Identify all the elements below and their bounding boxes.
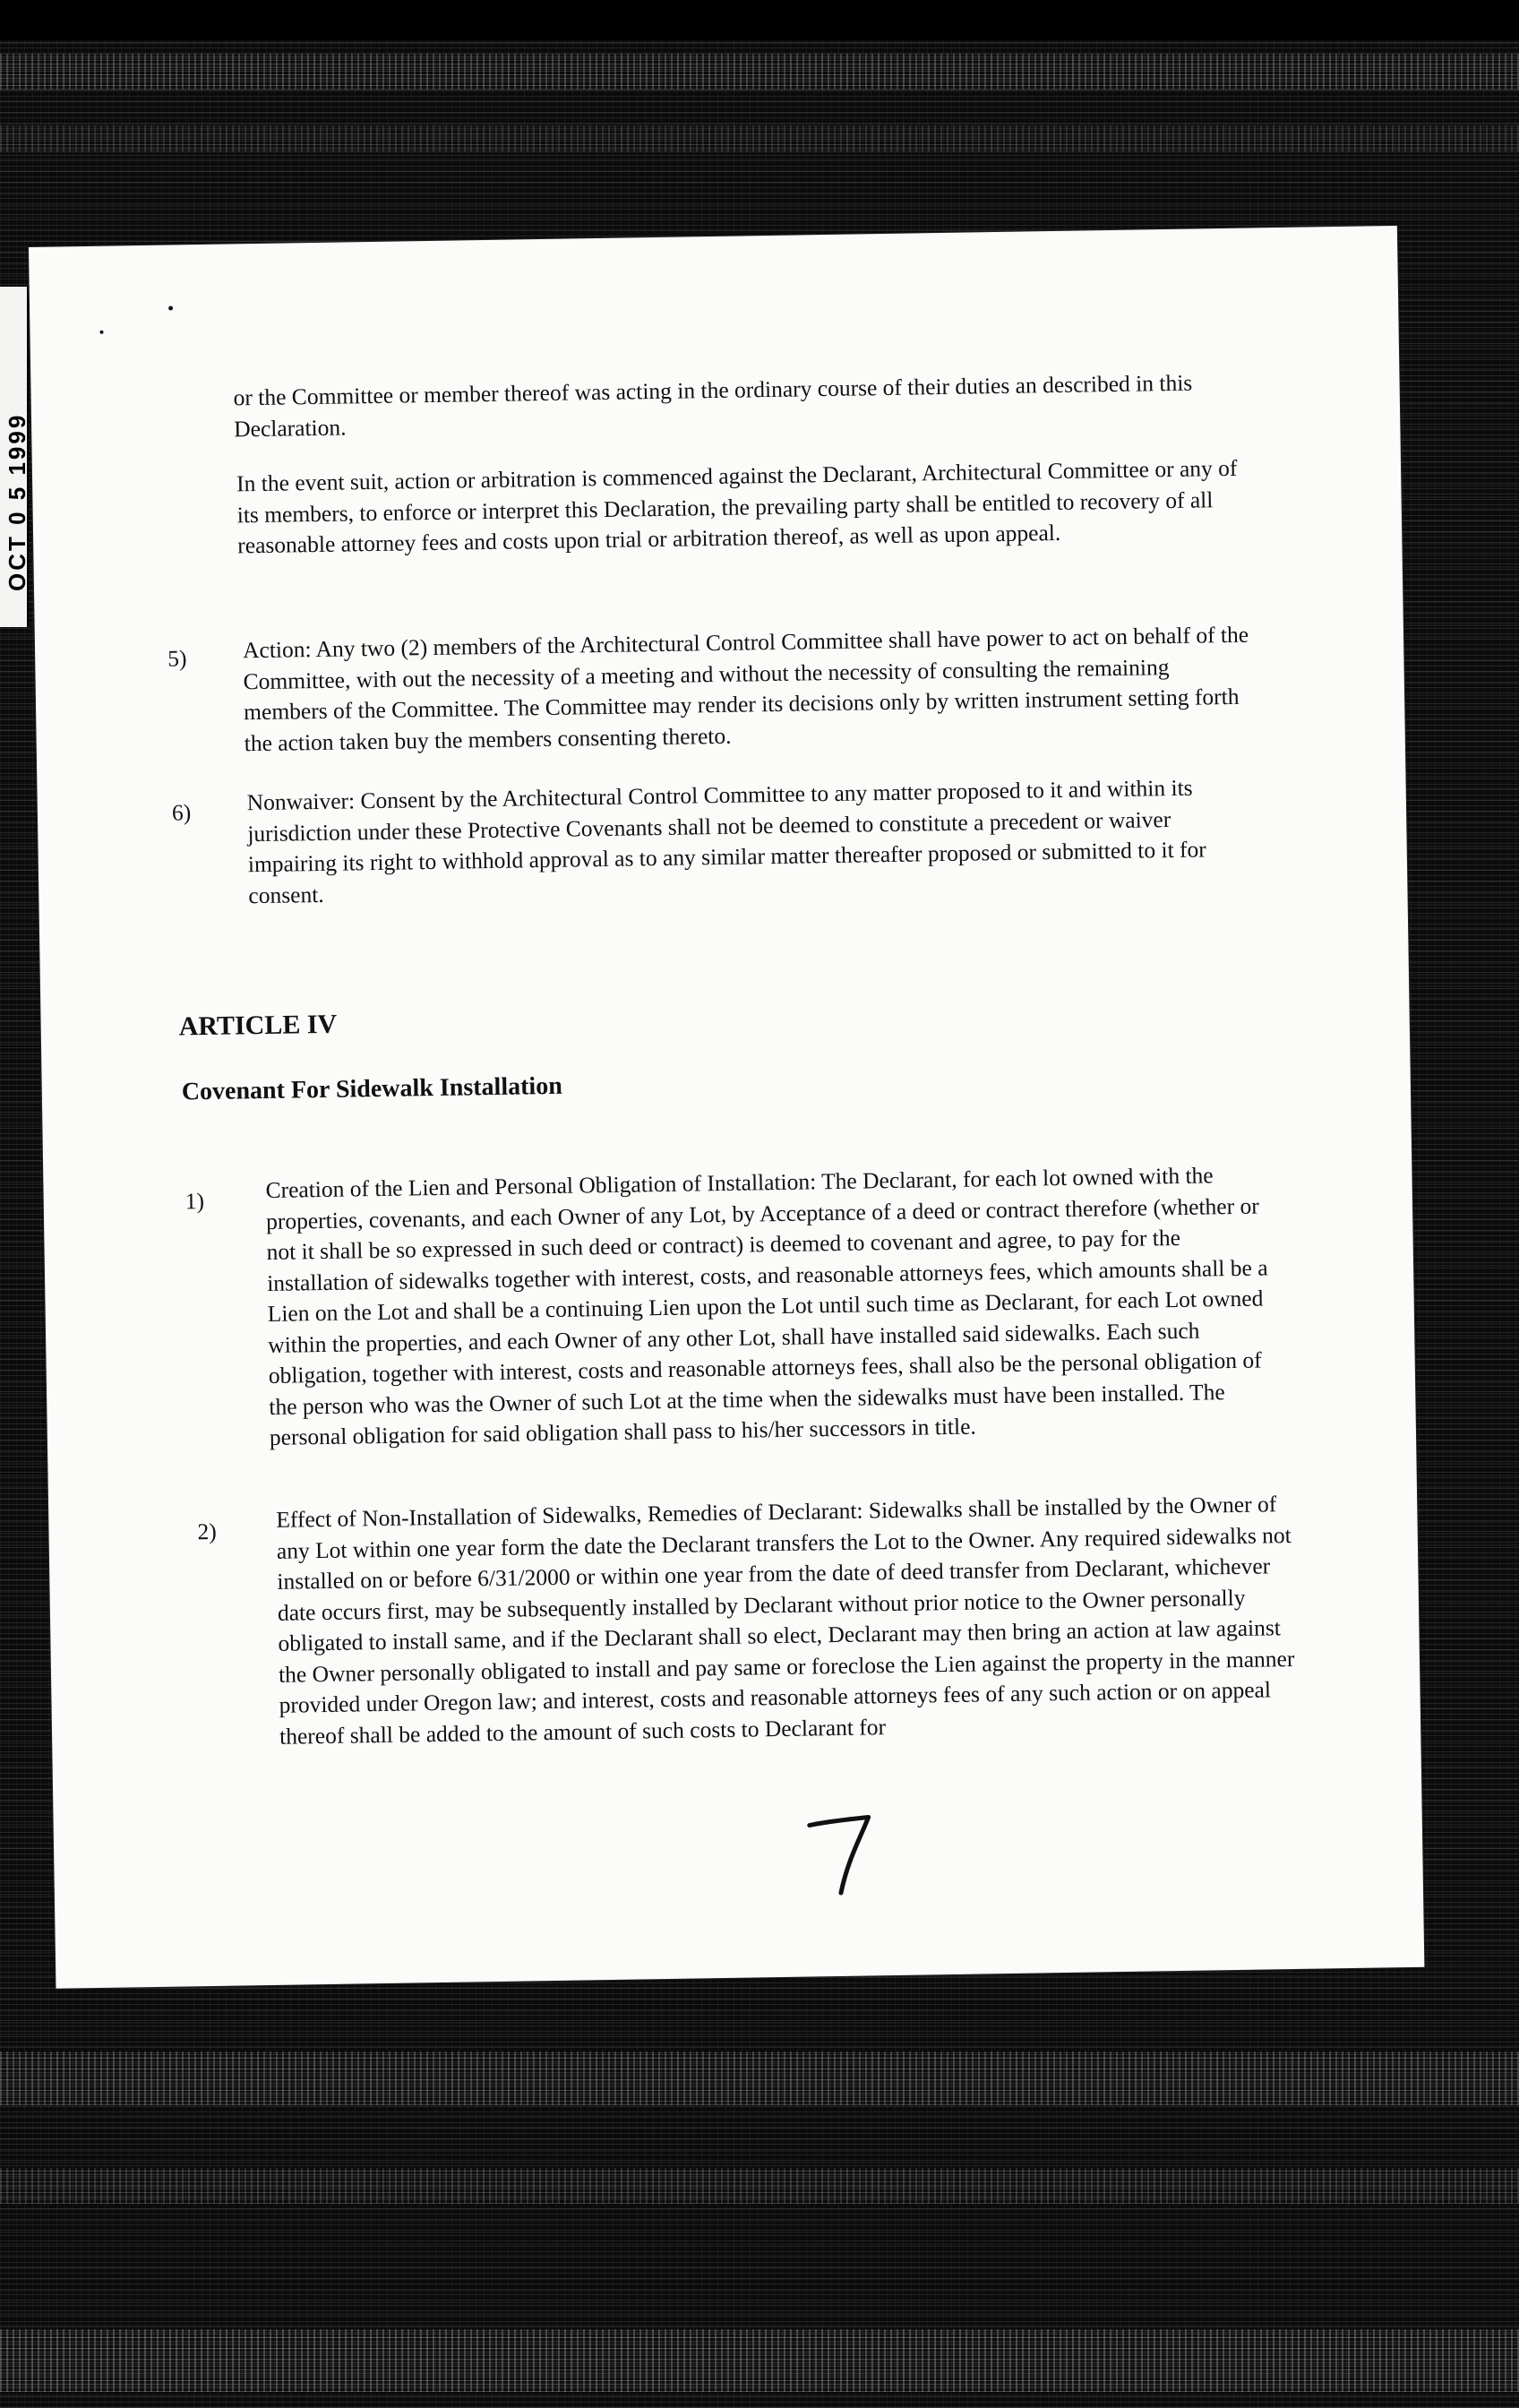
event-suit-paragraph: In the event suit, action or arbitration is commenced against the Declarant, Architectural Committee or any of its members, to enforce or interpret this Declaration, the prevailing party shall be entitled to recovery of all reasonable attorney fees and costs upon trial or arbitration thereof, as well as upon appeal. bbox=[236, 454, 1238, 559]
handwritten-page-number bbox=[796, 1802, 888, 1903]
item-1-lien-paragraph: Creation of the Lien and Personal Obligation of Installation: The Declarant, for each lot owned with the properties, covenants, and each Owner of any Lot, by Acceptance of a deed or contract therefore (whether or not it shall be so expressed in such deed or contract) is deemed to covenant and agree, to pay for the installation of sidewalks together with interest, costs, and reasonable attorneys fees, which amounts shall be a Lien on the Lot and shall be a continuing Lien upon the Lot until such time as Declarant, for each Lot owned within the properties, and each Owner of any other Lot, shall have installed said sidewalks. Each such obligation, together with interest, costs and reasonable attorneys fees, shall also be the personal obligation of the person who was the Owner of such Lot at the time when the sidewalks must have been installed. The personal obligation for said obligation shall pass to his/her successors in title. bbox=[265, 1162, 1268, 1450]
scan-speck bbox=[168, 305, 173, 310]
scan-speck bbox=[99, 331, 103, 334]
scan-noise-strip bbox=[0, 2168, 1519, 2204]
item-2-remedies-paragraph: Effect of Non-Installation of Sidewalks, Remedies of Declarant: Sidewalks shall be installed by the Owner of any Lot within one year form the date the Declarant transfers the Lot to the Owner. Any required sidewalks not installed on or before 6/31/2000 or within one year from the date of deed transfer from Declarant, whichever date occurs first, may be subsequently installed by Declarant without prior notice to the Owner personally obligated to install same, and if the Declarant shall so elect, Declarant may then bring an action at law against the Owner personally obligated to install and pay same or foreclose the Lien against the property in the manner provided under Oregon law; and interest, costs and reasonable attorneys fees of any such action or on appeal thereof shall be added to the amount of such costs to Declarant for bbox=[276, 1491, 1295, 1750]
scan-noise-strip bbox=[0, 2329, 1519, 2392]
scan-noise-strip bbox=[0, 2051, 1519, 2105]
item-6-nonwaiver-paragraph: Nonwaiver: Consent by the Architectural Control Committee to any matter proposed to it and within its jurisdiction under these Protective Covenants shall not be deemed to constitute a precedent or waiver impairing its right to withhold approval as to any similar matter thereafter proposed or submitted to it for consent. bbox=[246, 774, 1207, 908]
scan-noise-strip bbox=[0, 54, 1519, 90]
item-2-number: 2) bbox=[197, 1518, 218, 1545]
article-heading: ARTICLE IV bbox=[178, 1009, 338, 1042]
item-6-number: 6) bbox=[171, 799, 192, 826]
scan-noise-strip bbox=[0, 125, 1519, 152]
scan-top-border bbox=[0, 0, 1519, 40]
article-subheading: Covenant For Sidewalk Installation bbox=[181, 1071, 563, 1106]
item-5-action-paragraph: Action: Any two (2) members of the Architectural Control Committee shall have power to act on behalf of the Committee, with out the necessity of a meeting and without the necessity of consulting the remaining members of the Committee. The Committee may render its decisions only by written instrument setting forth the action taken buy the members consenting thereto. bbox=[242, 621, 1249, 756]
item-5-number: 5) bbox=[167, 645, 187, 672]
item-1-number: 1) bbox=[185, 1188, 205, 1215]
continuation-paragraph: or the Committee or member thereof was acting in the ordinary course of their duties an described in this Declaration. bbox=[233, 369, 1193, 442]
document-page bbox=[29, 226, 1424, 1989]
side-recording-stamp: OCT 0 5 1999 bbox=[4, 412, 30, 591]
